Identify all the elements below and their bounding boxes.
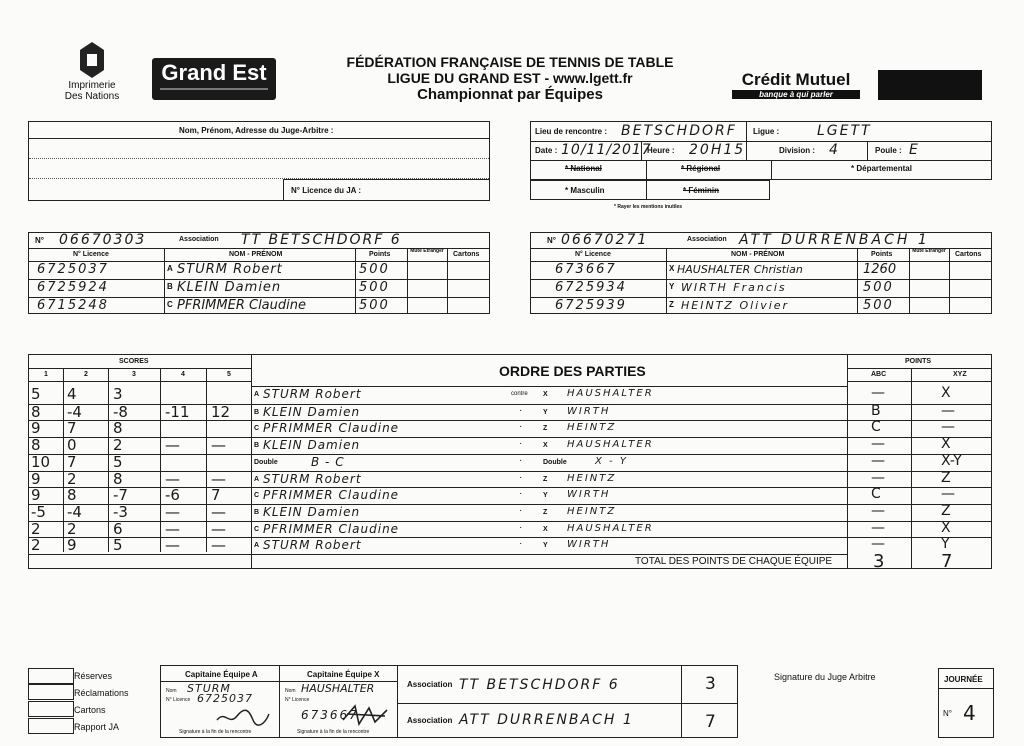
mentions-note: * Rayer les mentions inutiles xyxy=(614,204,683,210)
cap-a-signature-icon xyxy=(215,706,271,728)
set-score-2: -4 xyxy=(67,502,82,521)
team-a-player: KLEIN Damien xyxy=(263,438,361,453)
grandest-logo-text: Grand Est xyxy=(161,60,267,85)
set-score-5: — xyxy=(211,436,226,455)
team-a-player: PFRIMMER Claudine xyxy=(263,488,400,503)
feminin-option: * Féminin xyxy=(683,186,720,195)
team-x-player-row xyxy=(531,280,991,297)
player-name: HEINTZ Olivier xyxy=(681,299,790,312)
cap-a-name: STURM xyxy=(187,682,231,695)
set-score-5: — xyxy=(211,469,226,488)
player-points: 500 xyxy=(359,280,390,295)
set-score-3: 8 xyxy=(113,419,123,438)
team-a-col-licence: N° Licence xyxy=(73,251,109,258)
team-x-col-name: NOM - PRÉNOM xyxy=(731,251,785,258)
division-label: Division : xyxy=(779,146,816,155)
journee-box xyxy=(938,668,994,738)
set-score-3: 8 xyxy=(113,469,123,488)
cap-x-name: HAUSHALTER xyxy=(301,682,375,695)
set-score-4: -11 xyxy=(165,402,190,421)
grandest-logo xyxy=(152,58,276,100)
team-x-player: X - Y xyxy=(595,455,628,467)
set-score-2: 7 xyxy=(67,452,77,471)
abc-point: B xyxy=(871,402,881,419)
xyz-point: — xyxy=(941,419,955,436)
player-points: 500 xyxy=(359,298,390,313)
xyz-point: — xyxy=(941,402,955,419)
team-x-letter: Z xyxy=(543,425,548,433)
set-score-3: 5 xyxy=(113,452,123,471)
cap-a-label: Capitaine Équipe A xyxy=(185,670,258,679)
team-a-letter: B xyxy=(254,508,260,516)
xyz-label: XYZ xyxy=(953,371,967,378)
masculin-option: * Masculin xyxy=(565,186,605,195)
set-score-5: 12 xyxy=(211,402,231,421)
team-x-player: HEINTZ xyxy=(567,422,617,434)
set-score-1: 9 xyxy=(31,419,41,438)
set-score-2: 4 xyxy=(67,385,77,403)
rapport-label: Rapport JA xyxy=(74,722,120,732)
set-score-5: 7 xyxy=(211,486,221,505)
team-a-assoc: TT BETSCHDORF 6 xyxy=(241,232,402,248)
total-label: TOTAL DES POINTS DE CHAQUE ÉQUIPE xyxy=(635,556,833,567)
set-score-1: -5 xyxy=(31,502,46,521)
team-x-box xyxy=(530,232,992,314)
player-letter: C xyxy=(167,300,173,309)
cap-a-licence: 6725037 xyxy=(197,692,253,705)
player-licence: 6725939 xyxy=(555,298,627,313)
contre-dot: · xyxy=(519,438,523,450)
team-a-letter: C xyxy=(254,492,260,500)
imprimerie-line2: Des Nations xyxy=(64,91,120,102)
player-letter: X xyxy=(669,264,675,273)
set-score-1: 5 xyxy=(31,385,41,403)
referee-box xyxy=(28,121,490,201)
team-a-letter: A xyxy=(254,475,260,483)
set-score-5: — xyxy=(211,502,226,521)
journee-value: 4 xyxy=(963,701,976,725)
xyz-point: Y xyxy=(941,536,950,553)
contre-dot: · xyxy=(519,538,523,550)
contre-dot: · xyxy=(519,471,523,483)
cap-a-nom-label: Nom xyxy=(166,688,177,694)
set-score-2: 7 xyxy=(67,419,77,438)
team-x-number: 06670271 xyxy=(561,232,649,248)
team-a-letter: C xyxy=(254,525,260,533)
abc-point: C xyxy=(871,486,881,503)
contre-dot: · xyxy=(519,454,523,466)
order-label: ORDRE DES PARTIES xyxy=(499,363,646,379)
cap-x-signature-icon xyxy=(341,702,391,728)
team-a-col-mute: Muté Etranger xyxy=(410,248,444,254)
xyz-point: X-Y xyxy=(941,452,962,469)
team-x-player: WIRTH xyxy=(567,405,611,417)
assoc-a-score: 3 xyxy=(705,674,716,694)
team-x-letter: Z xyxy=(543,475,548,483)
departemental-option: * Départemental xyxy=(851,164,912,173)
cartons-label: Cartons xyxy=(74,705,106,715)
set-score-2: 9 xyxy=(67,536,77,555)
federation-title xyxy=(300,54,720,103)
team-x-player-row xyxy=(531,262,991,279)
ligue-value: LGETT xyxy=(817,123,872,139)
checkbox-list xyxy=(28,668,148,736)
team-a-player: KLEIN Damien xyxy=(263,404,361,419)
assoc-x-name: ATT DURRENBACH 1 xyxy=(459,712,634,728)
team-x-letter: X xyxy=(543,442,548,450)
player-letter: B xyxy=(167,282,173,291)
cap-x-label: Capitaine Équipe X xyxy=(307,670,380,679)
set-header-3: 3 xyxy=(132,371,136,378)
scores-label: SCORES xyxy=(119,358,149,365)
team-a-col-name: NOM - PRÉNOM xyxy=(229,251,283,258)
set-score-2: -4 xyxy=(67,402,82,421)
player-points: 500 xyxy=(863,298,894,313)
xyz-point: X xyxy=(941,436,951,453)
set-score-2: 8 xyxy=(67,486,77,505)
player-letter: A xyxy=(167,264,173,273)
assoc-x-label: Association xyxy=(407,716,453,725)
xyz-point: Z xyxy=(941,469,951,486)
ja-signature-label: Signature du Juge Arbitre xyxy=(774,672,876,682)
referee-name-label: Nom, Prénom, Adresse du Juge-Arbitre : xyxy=(179,126,334,135)
player-licence: 6725934 xyxy=(555,280,627,295)
lieu-value: BETSCHDORF xyxy=(621,123,737,139)
set-score-4: — xyxy=(165,519,180,538)
team-x-player: HEINTZ xyxy=(567,472,617,484)
regional-option: * Régional xyxy=(681,164,721,173)
set-score-1: 2 xyxy=(31,519,41,538)
team-x-letter: Z xyxy=(543,508,548,516)
set-score-4: — xyxy=(165,502,180,521)
team-a-letter: Double xyxy=(254,458,278,466)
assoc-x-score: 7 xyxy=(705,712,716,732)
team-x-letter: X xyxy=(543,391,548,398)
points-label: POINTS xyxy=(905,358,932,365)
set-score-4: — xyxy=(165,536,180,555)
cap-x-licence: 673667 xyxy=(301,708,359,722)
cap-x-nom-label: Nom xyxy=(285,688,296,694)
ligue-label: Ligue : xyxy=(753,127,780,136)
team-x-col-points: Points xyxy=(871,251,893,258)
abc-point: — xyxy=(871,536,885,553)
assoc-a-label: Association xyxy=(407,680,453,689)
team-x-player: HAUSHALTER xyxy=(567,522,654,534)
team-a-player: B - C xyxy=(311,454,345,469)
team-a-player-row xyxy=(29,280,489,297)
team-x-player: HEINTZ xyxy=(567,505,617,517)
team-x-col-cartons: Cartons xyxy=(955,251,982,258)
set-score-5: — xyxy=(211,536,226,555)
team-x-col-mute: Muté Etranger xyxy=(912,248,946,254)
contre-dot: · xyxy=(519,404,523,416)
abc-point: — xyxy=(871,385,885,401)
journee-no-label: N° xyxy=(943,709,952,718)
team-x-player: WIRTH xyxy=(567,539,611,551)
player-points: 500 xyxy=(863,280,894,295)
captains-box xyxy=(160,665,738,738)
set-score-3: 3 xyxy=(113,385,123,403)
xyz-point: — xyxy=(941,486,955,503)
team-x-letter: Y xyxy=(543,492,548,500)
player-points: 500 xyxy=(359,262,390,277)
contre-dot: · xyxy=(519,504,523,516)
player-name: HAUSHALTER Christian xyxy=(677,263,803,276)
team-a-player-row xyxy=(29,262,489,279)
team-a-letter: A xyxy=(254,391,260,398)
set-score-3: -3 xyxy=(113,502,128,521)
set-score-2: 0 xyxy=(67,436,77,455)
player-name: PFRIMMER Claudine xyxy=(177,298,306,313)
cap-x-licence-label: N° Licence xyxy=(285,697,310,703)
abc-point: — xyxy=(871,452,885,469)
team-a-player-row xyxy=(29,298,489,315)
total-xyz: 7 xyxy=(941,551,953,572)
game-row xyxy=(29,404,991,422)
player-letter: Z xyxy=(669,300,674,309)
journee-label: JOURNÉE xyxy=(944,675,983,684)
imprimerie-emblem-icon xyxy=(77,40,107,80)
referee-licence-label: N° Licence du JA : xyxy=(291,186,362,195)
contre-dot: · xyxy=(519,521,523,533)
team-a-letter: C xyxy=(254,425,260,433)
set-score-1: 8 xyxy=(31,436,41,455)
set-score-1: 9 xyxy=(31,486,41,505)
set-header-1: 1 xyxy=(44,371,48,378)
team-x-letter: Double xyxy=(543,458,567,466)
set-header-5: 5 xyxy=(227,371,231,378)
set-score-3: -7 xyxy=(113,486,128,505)
team-x-assoc: ATT DURRENBACH 1 xyxy=(739,232,930,248)
meeting-box xyxy=(530,121,992,180)
set-score-1: 2 xyxy=(31,536,41,555)
abc-point: — xyxy=(871,502,885,519)
team-x-number-label: N° xyxy=(547,236,556,245)
team-x-letter: Y xyxy=(543,542,548,550)
player-name: KLEIN Damien xyxy=(177,280,282,295)
game-row xyxy=(29,437,991,455)
total-abc: 3 xyxy=(873,551,885,572)
set-header-2: 2 xyxy=(84,371,88,378)
lieu-label: Lieu de rencontre : xyxy=(535,127,608,136)
team-a-player: KLEIN Damien xyxy=(263,504,361,519)
team-a-col-cartons: Cartons xyxy=(453,251,480,258)
team-x-player: HAUSHALTER xyxy=(567,388,654,399)
set-score-2: 2 xyxy=(67,519,77,538)
abc-point: — xyxy=(871,469,885,486)
set-score-4: — xyxy=(165,469,180,488)
team-a-col-points: Points xyxy=(369,251,391,258)
team-a-player: PFRIMMER Claudine xyxy=(263,421,400,436)
xyz-point: Z xyxy=(941,502,951,519)
cap-x-sig-label: Signature à la fin de la rencontre xyxy=(297,729,370,735)
heure-value: 20H15 xyxy=(689,142,746,158)
team-a-assoc-label: Association xyxy=(179,236,219,243)
title-line3: Championnat par Équipes xyxy=(417,86,603,103)
team-a-player: STURM Robert xyxy=(263,387,362,401)
set-score-5: — xyxy=(211,519,226,538)
cap-a-licence-label: N° Licence xyxy=(166,697,191,703)
team-x-assoc-label: Association xyxy=(687,236,727,243)
team-x-letter: X xyxy=(543,525,548,533)
credit-mutuel-sub: banque à qui parler xyxy=(732,90,860,99)
team-a-box xyxy=(28,232,490,314)
gender-box xyxy=(530,180,770,200)
set-score-3: 2 xyxy=(113,436,123,455)
team-a-letter: B xyxy=(254,442,260,450)
player-licence: 673667 xyxy=(555,262,617,277)
team-x-col-licence: N° Licence xyxy=(575,251,611,258)
abc-point: — xyxy=(871,436,885,453)
reserves-label: Réserves xyxy=(74,671,113,681)
set-score-1: 8 xyxy=(31,402,41,421)
team-a-player: PFRIMMER Claudine xyxy=(263,521,400,536)
poule-label: Poule : xyxy=(875,146,902,155)
date-label: Date : xyxy=(535,146,558,155)
games-box xyxy=(28,354,992,572)
set-header-4: 4 xyxy=(181,371,185,378)
title-line2: LIGUE DU GRAND EST - www.lgett.fr xyxy=(387,70,633,86)
player-letter: Y xyxy=(669,282,675,291)
player-licence: 6715248 xyxy=(37,298,109,313)
xyz-point: X xyxy=(941,519,951,536)
team-a-number: 06670303 xyxy=(59,232,147,248)
team-x-letter: Y xyxy=(543,408,548,416)
team-x-player: WIRTH xyxy=(567,489,611,501)
reclamations-checkbox[interactable] xyxy=(28,684,74,700)
abc-point: — xyxy=(871,519,885,536)
contre-dot: · xyxy=(519,421,523,433)
player-licence: 6725924 xyxy=(37,280,109,295)
cartons-checkbox[interactable] xyxy=(28,701,74,717)
game-row xyxy=(29,387,991,404)
imprimerie-line1: Imprimerie xyxy=(68,80,116,91)
reserves-checkbox[interactable] xyxy=(28,668,74,684)
title-line1: FÉDÉRATION FRANÇAISE DE TENNIS DE TABLE xyxy=(346,54,674,70)
national-option: * National xyxy=(565,164,602,173)
player-licence: 6725037 xyxy=(37,262,109,277)
player-name: STURM Robert xyxy=(177,262,283,277)
credit-mutuel-logo xyxy=(730,70,862,99)
set-score-1: 10 xyxy=(31,452,51,471)
team-x-player-row xyxy=(531,298,991,315)
poule-value: E xyxy=(909,142,918,158)
team-a-player: STURM Robert xyxy=(263,471,362,486)
player-points: 1260 xyxy=(863,262,897,277)
contre-label: contre xyxy=(511,391,528,397)
sponsor-logo xyxy=(878,70,982,100)
date-value: 10/11/2017 xyxy=(561,142,652,158)
set-score-3: -8 xyxy=(113,402,128,421)
credit-mutuel-text: Crédit Mutuel xyxy=(741,70,851,89)
abc-point: C xyxy=(871,419,881,436)
division-value: 4 xyxy=(829,142,838,158)
team-x-player: HAUSHALTER xyxy=(567,439,654,451)
xyz-point: X xyxy=(941,385,951,401)
player-name: WIRTH Francis xyxy=(681,281,787,294)
contre-dot: · xyxy=(519,488,523,500)
team-a-letter: B xyxy=(254,408,260,416)
imprimerie-logo xyxy=(52,40,132,110)
set-score-4: — xyxy=(165,436,180,455)
set-score-1: 9 xyxy=(31,469,41,488)
rapport-checkbox[interactable] xyxy=(28,718,74,734)
abc-label: ABC xyxy=(871,371,887,378)
game-row xyxy=(29,537,991,555)
cap-a-sig-label: Signature à la fin de la rencontre xyxy=(179,729,252,735)
set-score-2: 2 xyxy=(67,469,77,488)
team-a-player: STURM Robert xyxy=(263,538,362,553)
team-a-letter: A xyxy=(254,542,260,550)
set-score-3: 6 xyxy=(113,519,123,538)
reclamations-label: Réclamations xyxy=(74,688,129,698)
team-a-number-label: N° xyxy=(35,236,44,245)
heure-label: Heure : xyxy=(647,146,675,155)
set-score-4: -6 xyxy=(165,486,180,505)
set-score-3: 5 xyxy=(113,536,123,555)
assoc-a-name: TT BETSCHDORF 6 xyxy=(459,677,620,693)
